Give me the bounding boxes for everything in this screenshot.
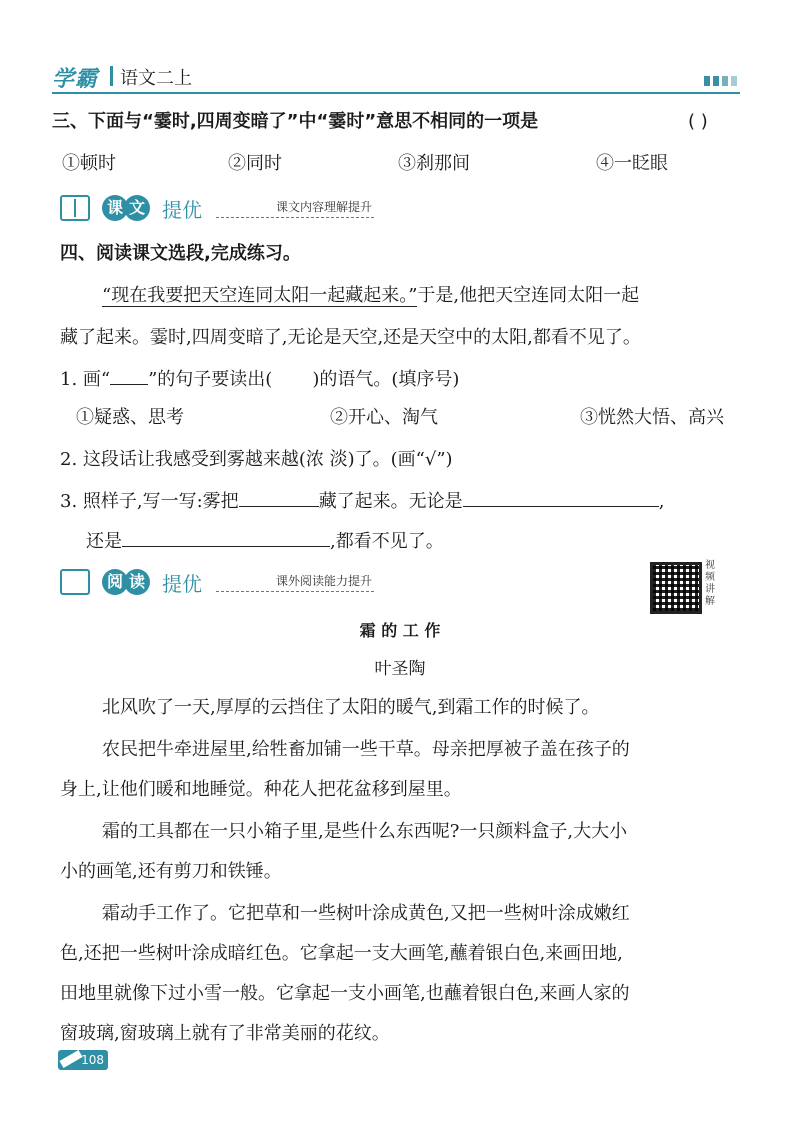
q4-item-1 [60,366,459,394]
section-banner-yuedu [60,566,374,598]
pill-char: 文 [124,195,150,221]
banner-tail: 课外阅读能力提升 [216,572,374,592]
item-text: ,都看不见了。 [330,531,444,552]
story-paragraph-4-line3: 田地里就像下过小雪一般。它拿起一支小画笔,也蘸着银白色,来画人家的 [60,983,630,1004]
item-text: ”的句子要读出( [148,369,273,390]
qr-label: 视频讲解 [705,560,715,607]
story-title: 霜 的 工 作 [359,621,441,640]
page-number-badge: 108 [58,1050,108,1070]
item-text: 3. 照样子,写一写:雾把 [60,491,239,512]
story-paragraph-4-line4: 窗玻璃,窗玻璃上就有了非常美丽的花纹。 [60,1023,390,1044]
fill-blank[interactable] [122,546,330,547]
header-separator [110,66,113,86]
header-decoration-bars [704,76,737,86]
story-paragraph-3-line1: 霜的工具都在一只小箱子里,是些什么东西呢?一只颜料盒子,大大小 [102,821,628,842]
pill-char: 阅 [102,569,128,595]
item-text: )的语气。(填序号) [312,369,460,390]
story-paragraph-2-line2: 身上,让他们暖和地睡觉。种花人把花盆移到屋里。 [60,779,462,800]
story-paragraph-2-line1: 农民把牛牵进屋里,给牲畜加铺一些干草。母亲把厚被子盖在孩子的 [102,739,630,760]
item-text: 还是 [86,531,122,552]
section-banner-kewen [60,192,374,224]
q4-item-2: 2. 这段话让我感受到雾越来越(浓 淡)了。(画“√”) [60,449,453,470]
underlined-sentence: “现在我要把天空连同太阳一起藏起来。” [102,285,418,306]
q4-item-3-line1 [60,488,664,516]
book-icon [60,195,90,221]
item-text: , [658,491,665,512]
banner-pill [102,569,146,595]
fill-blank[interactable] [463,506,659,507]
q4-passage-line2: 藏了起来。霎时,四周变暗了,无论是天空,还是天空中的太阳,都看不见了。 [60,327,641,348]
q3-option-3: ③刹那间 [398,153,470,174]
q3-answer-paren: ( ) [688,111,708,132]
qr-code-icon[interactable] [650,562,702,614]
banner-tail: 课文内容理解提升 [216,198,374,218]
story-paragraph-4-line1: 霜动手工作了。它把草和一些树叶涂成黄色,又把一些树叶涂成嫩红 [102,903,630,924]
q4-title: 四、阅读课文选段,完成练习。 [60,243,301,264]
story-paragraph-3-line2: 小的画笔,还有剪刀和铁锤。 [60,861,282,882]
q4-item-1-option-3: ③恍然大悟、高兴 [580,407,724,428]
q4-item-1-option-1: ①疑惑、思考 [76,407,184,428]
story-paragraph-1: 北风吹了一天,厚厚的云挡住了太阳的暖气,到霜工作的时候了。 [102,697,600,718]
q4-passage-line1 [102,282,639,310]
story-paragraph-4-line2: 色,还把一些树叶涂成暗红色。它拿起一支大画笔,蘸着银白色,来画田地, [60,943,623,964]
fill-blank[interactable] [239,506,319,507]
brand-logo: 学霸 [52,67,99,92]
q3-option-1: ①顿时 [62,153,116,174]
banner-word: 提优 [162,197,202,222]
item-text: 藏了起来。无论是 [318,491,463,512]
q3-stem: 三、下面与“霎时,四周变暗了”中“霎时”意思不相同的一项是 [52,111,539,132]
banner-pill [102,195,146,221]
item-text: 1. 画“ [60,369,111,390]
passage-text: 于是,他把天空连同太阳一起 [417,285,640,306]
pill-char: 读 [124,569,150,595]
banner-word: 提优 [162,571,202,596]
q3-option-4: ④一眨眼 [596,153,668,174]
pill-char: 课 [102,195,128,221]
underline-sample [110,384,148,385]
subject-label: 语文二上 [120,68,192,89]
header-rule [52,92,740,94]
q3-option-2: ②同时 [228,153,282,174]
q4-item-3-line2 [86,528,444,556]
list-icon [60,569,90,595]
story-author: 叶圣陶 [374,659,426,679]
q4-item-1-option-2: ②开心、淘气 [330,407,438,428]
